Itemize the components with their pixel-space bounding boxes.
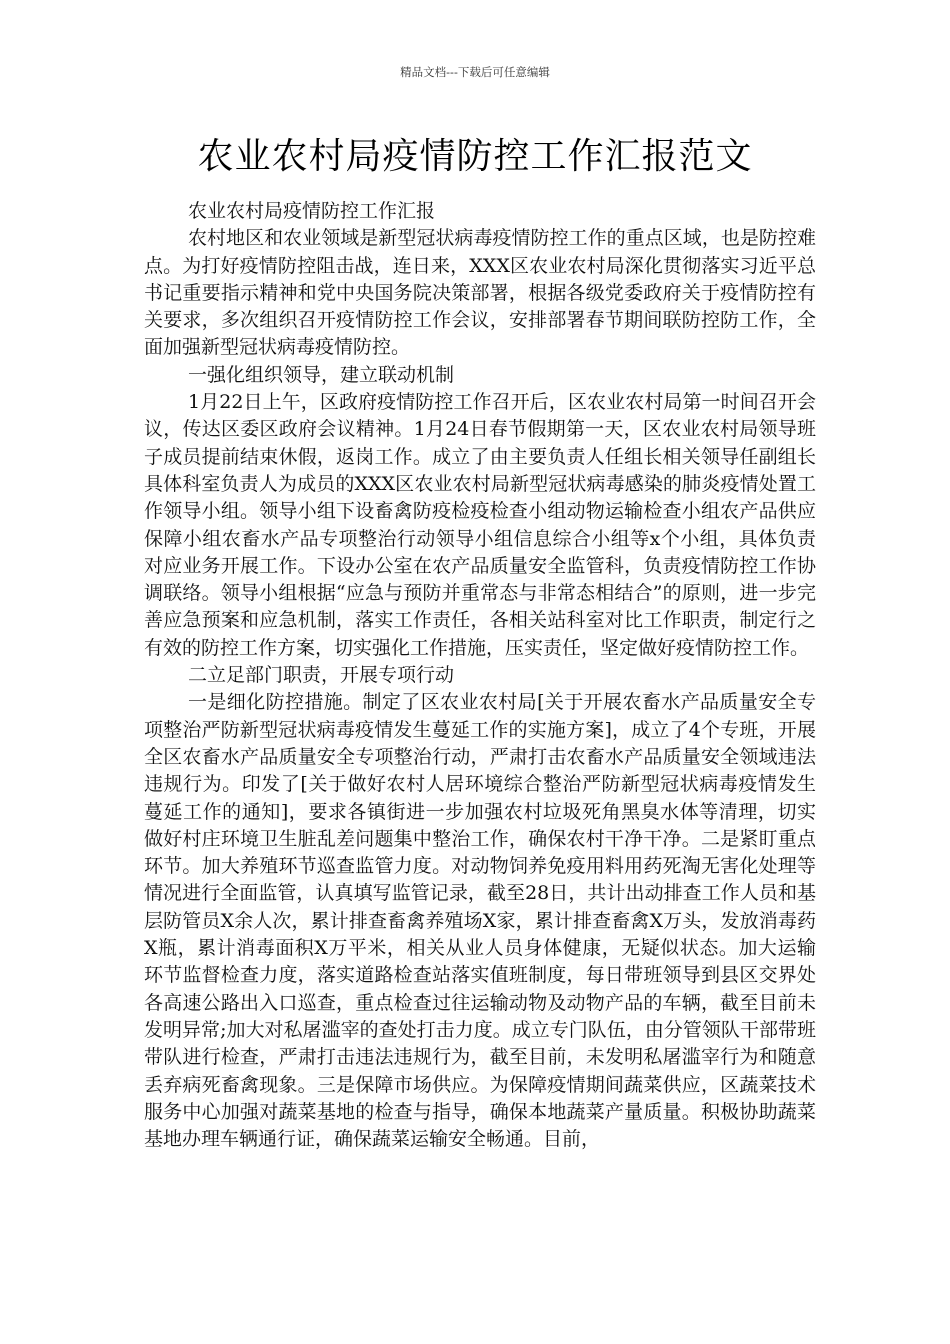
- section-2-paragraph: 一是细化防控措施。制定了区农业农村局[关于开展农畜水产品质量安全专项整治严防新型冠状病毒疫情发生蔓延工作的实施方案]，成立了4个专班，开展全区农畜水产品质量安全专项整治行动，严肃打击农畜水产品质量安全领域违法违规行为。印发了[关于做好农村人居环境综合整治严防新型冠状病毒疫情发生蔓延工作的通知]，要求各镇街进一步加强农村垃圾死角黑臭水体等清理，切实做好村庄环境卫生脏乱差问题集中整治工作，确保农村干净干净。二是紧盯重点环节。加大养殖环节巡查监管力度。对动物饲养免疫用料用药死淘无害化处理等情况进行全面监管，认真填写监管记录，截至28日，共计出动排查工作人员和基层防管员X余人次，累计排查畜禽养殖场X家，累计排查畜禽X万头，发放消毒药X瓶，累计消毒面积X万平米，相关从业人员身体健康，无疑似状态。加大运输环节监督检查力度，落实道路检查站落实值班制度，每日带班领导到县区交界处各高速公路出入口巡查，重点检查过往运输动物及动物产品的车辆，截至目前未发明异常;加大对私屠滥宰的查处打击力度。成立专门队伍，由分管领队干部带班带队进行检查，严肃打击违法违规行为，截至目前，未发明私屠滥宰行为和随意丢弃病死畜禽现象。三是保障市场供应。为保障疫情期间蔬菜供应，区蔬菜技术服务中心加强对蔬菜基地的检查与指导，确保本地蔬菜产量质量。积极协助蔬菜基地办理车辆通行证，确保蔬菜运输安全畅通。目前，: [144, 691, 816, 1151]
- document-title: 农业农村局疫情防控工作汇报范文: [197, 136, 753, 177]
- document-body: [144, 198, 816, 1153]
- page-header: 精品文档---下载后可任意编辑: [400, 65, 550, 79]
- section-heading-2: 二立足部门职责，开展专项行动: [188, 664, 455, 687]
- subtitle-paragraph: 农业农村局疫情防控工作汇报: [188, 200, 436, 222]
- section-heading-1: 一强化组织领导，建立联动机制: [188, 363, 455, 386]
- section-1-paragraph: 1月22日上午，区政府疫情防控工作召开后，区农业农村局第一时间召开会议，传达区委区政府会议精神。1月24日春节假期第一天，区农业农村局领导班子成员提前结束休假，返岗工作。成立了由主要负责人任组长相关领导任副组长具体科室负责人为成员的XXX区农业农村局新型冠状病毒感染的肺炎疫情处置工作领导小组。领导小组下设畜禽防疫检疫检查小组动物运输检查小组农产品供应保障小组农畜水产品专项整治行动领导小组信息综合小组等x个小组，具体负责对应业务开展工作。下设办公室在农产品质量安全监管科，负责疫情防控工作协调联络。领导小组根据“应急与预防并重常态与非常态相结合”的原则，进一步完善应急预案和应急机制，落实工作责任，各相关站科室对比工作职责，制定行之有效的防控工作方案，切实强化工作措施，压实责任，坚定做好疫情防控工作。: [144, 391, 816, 659]
- intro-paragraph: 农村地区和农业领域是新型冠状病毒疫情防控工作的重点区域，也是防控难点。为打好疫情防控阻击战，连日来，XXX区农业农村局深化贯彻落实习近平总书记重要指示精神和党中央国务院决策部署，根据各级党委政府关于疫情防控有关要求，多次组织召开疫情防控工作会议，安排部署春节期间联防控防工作，全面加强新型冠状病毒疫情防控。: [144, 227, 816, 359]
